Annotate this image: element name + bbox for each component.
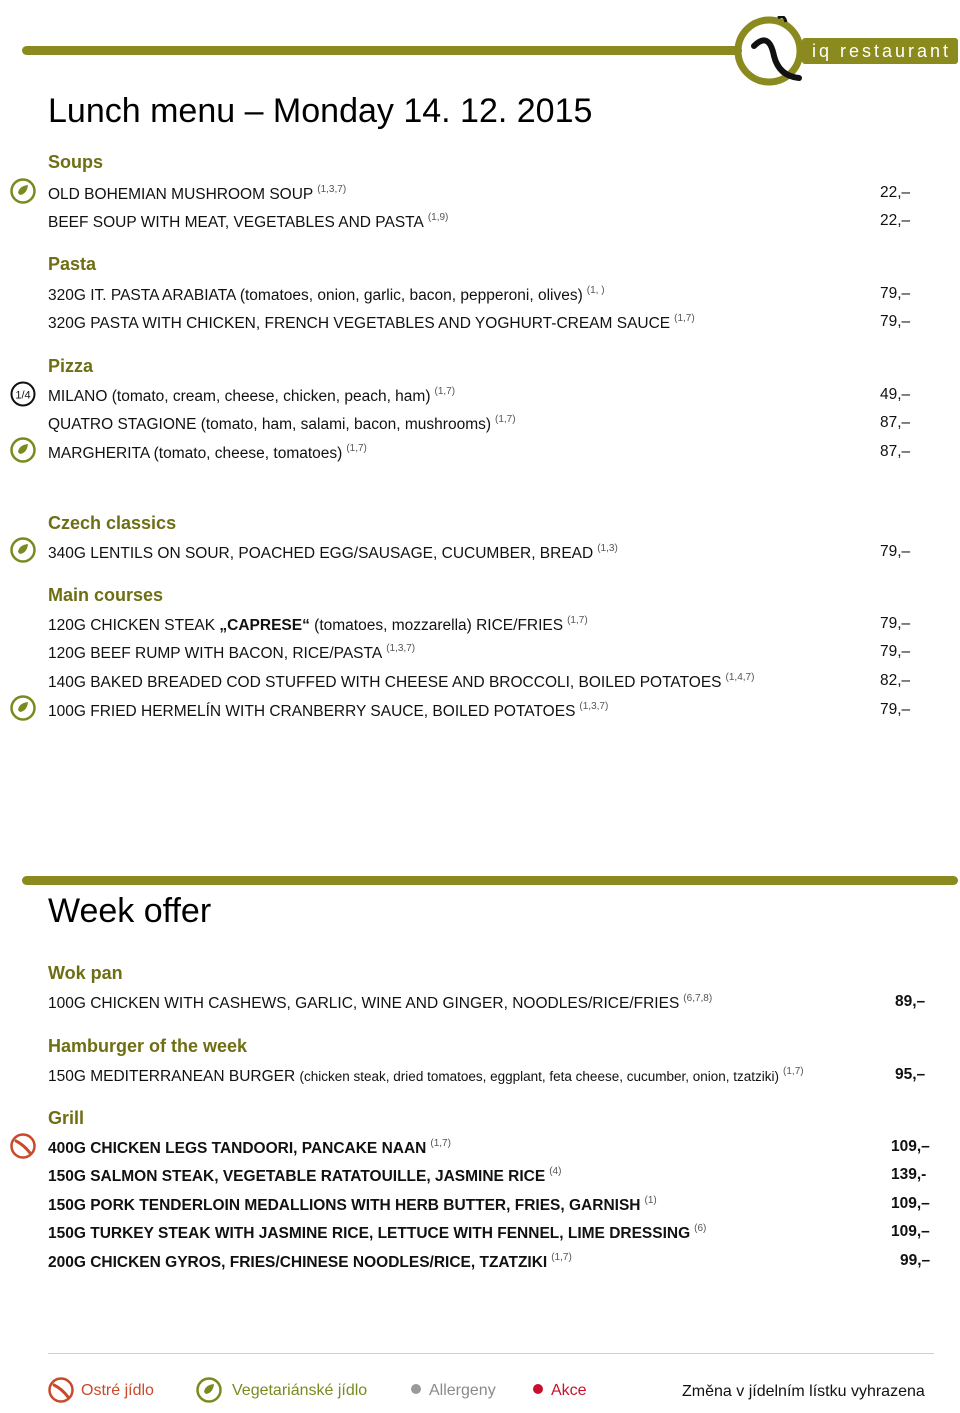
leaf-icon (196, 1377, 222, 1403)
footer-notice: Změna v jídelním lístku vyhrazena (682, 1383, 925, 1400)
item-price: 87,– (880, 414, 911, 431)
item-allergens: (1,4,7) (725, 672, 755, 683)
menu-item (48, 212, 960, 234)
legend-vegetarian: Vegetariánské jídlo (232, 1382, 368, 1399)
leaf-icon (10, 695, 36, 721)
item-price: 87,– (880, 443, 911, 460)
item-price: 79,– (880, 313, 911, 330)
item-name: 340G LENTILS ON SOUR, POACHED EGG/SAUSAGE, CUCUMBER, BREAD (48, 545, 594, 562)
chili-icon (48, 1377, 74, 1403)
menu-item (48, 414, 960, 436)
item-name-suffix: (tomatoes, mozzarella) RICE/FRIES (309, 617, 564, 634)
item-allergens: (1,7) (430, 1138, 451, 1149)
item-allergens: (1,7) (674, 313, 695, 324)
item-name: MILANO (tomato, cream, cheese, chicken, peach, ham) (48, 388, 431, 405)
menu-item (48, 672, 960, 694)
item-detail: (chicken steak, dried tomatoes, eggplant, feta cheese, cucumber, onion, tzatziki) (299, 1069, 780, 1084)
section-title-pizza: Pizza (48, 356, 94, 376)
item-allergens: (1,7) (346, 443, 367, 454)
header-bar (22, 46, 742, 55)
menu-item (48, 386, 960, 408)
week-offer-title: Week offer (48, 892, 212, 930)
item-allergens: (1,9) (427, 212, 449, 223)
item-name: 150G PORK TENDERLOIN MEDALLIONS WITH HERB BUTTER, FRIES, GARNISH (48, 1197, 641, 1214)
menu-item (48, 701, 960, 723)
item-name: MARGHERITA (tomato, cheese, tomatoes) (48, 445, 343, 462)
item-price: 79,– (880, 285, 911, 302)
item-allergens: (6) (694, 1223, 707, 1234)
item-allergens: (1,3,7) (386, 643, 416, 654)
section-title-grill: Grill (48, 1108, 85, 1128)
menu-item (48, 1166, 960, 1188)
item-allergens: (4) (549, 1166, 562, 1177)
page-title: Lunch menu – Monday 14. 12. 2015 (48, 92, 593, 130)
item-price: 22,– (880, 212, 911, 229)
week-offer-bar (22, 876, 958, 885)
section-title-pasta: Pasta (48, 254, 97, 274)
item-price: 79,– (880, 615, 911, 632)
item-name: 400G CHICKEN LEGS TANDOORI, PANCAKE NAAN (48, 1140, 427, 1157)
item-name: 200G CHICKEN GYROS, FRIES/CHINESE NOODLES/RICE, TZATZIKI (48, 1254, 548, 1271)
restaurant-logo (732, 2, 960, 92)
leaf-icon (10, 437, 36, 463)
menu-item (48, 1066, 960, 1088)
menu-item (48, 1252, 960, 1274)
item-price: 79,– (880, 701, 911, 718)
item-name-prefix: 120G CHICKEN STEAK (48, 617, 220, 634)
section-title-main: Main courses (48, 585, 164, 605)
leaf-icon (10, 537, 36, 563)
item-name: 150G SALMON STEAK, VEGETABLE RATATOUILLE, JASMINE RICE (48, 1168, 546, 1185)
item-name: 320G PASTA WITH CHICKEN, FRENCH VEGETABLES AND YOGHURT-CREAM SAUCE (48, 315, 671, 332)
item-price: 49,– (880, 386, 911, 403)
menu-item (48, 443, 960, 465)
item-name: OLD BOHEMIAN MUSHROOM SOUP (48, 186, 314, 203)
item-allergens: (1,3,7) (317, 184, 347, 195)
menu-item (48, 184, 960, 206)
item-price: 22,– (880, 184, 911, 201)
item-allergens: (1,7) (434, 386, 456, 397)
item-price: 109,– (891, 1138, 930, 1155)
item-allergens: (1,7) (551, 1252, 572, 1263)
item-name: QUATRO STAGIONE (tomato, ham, salami, bacon, mushrooms) (48, 416, 492, 433)
section-title-soups: Soups (48, 152, 104, 172)
item-price: 82,– (880, 672, 911, 689)
section-title-czech: Czech classics (48, 513, 177, 533)
section-title-burger: Hamburger of the week (48, 1036, 248, 1056)
item-name-highlight: „CAPRESE“ (219, 617, 310, 634)
item-price: 79,– (880, 643, 911, 660)
menu-item (48, 615, 960, 637)
item-price: 95,– (895, 1066, 926, 1083)
item-allergens: (1,7) (495, 414, 516, 425)
item-allergens: (1) (644, 1195, 657, 1206)
item-price: 109,– (891, 1195, 930, 1212)
chili-icon (10, 1133, 36, 1159)
logo-q-icon (734, 16, 804, 86)
section-title-wok: Wok pan (48, 963, 123, 983)
item-price: 109,– (891, 1223, 930, 1240)
item-allergens: (1, ) (586, 285, 605, 296)
footer-divider (48, 1353, 934, 1354)
legend-allergens: Allergeny (411, 1382, 496, 1412)
item-name: 120G BEEF RUMP WITH BACON, RICE/PASTA (48, 645, 383, 662)
item-allergens: (1,3,7) (579, 701, 609, 712)
item-name: 100G CHICKEN WITH CASHEWS, GARLIC, WINE AND GINGER, NOODLES/RICE/FRIES (48, 995, 680, 1012)
legend-spicy: Ostré jídlo (81, 1382, 154, 1399)
item-name: BEEF SOUP WITH MEAT, VEGETABLES AND PASTA (48, 214, 424, 231)
menu-item (48, 313, 960, 335)
legend-offers: Akce (533, 1382, 587, 1412)
item-name: 150G TURKEY STEAK WITH JASMINE RICE, LETTUCE WITH FENNEL, LIME DRESSING (48, 1225, 691, 1242)
logo-text: iq restaurant (812, 41, 952, 61)
menu-item (48, 643, 960, 665)
item-name: 140G BAKED BREADED COD STUFFED WITH CHEESE AND BROCCOLI, BOILED POTATOES (48, 674, 722, 691)
item-allergens: (1,7) (567, 615, 588, 626)
item-name: 100G FRIED HERMELÍN WITH CRANBERRY SAUCE, BOILED POTATOES (48, 703, 576, 720)
item-price: 139,- (891, 1166, 927, 1183)
item-price: 89,– (895, 993, 926, 1010)
quarter-badge-icon (10, 381, 36, 407)
item-allergens: (6,7,8) (683, 993, 713, 1004)
item-name: 150G MEDITERRANEAN BURGER (48, 1068, 296, 1085)
item-price: 79,– (880, 543, 911, 560)
menu-item (48, 285, 960, 307)
menu-item (48, 1138, 960, 1160)
logo-text-box (802, 38, 958, 64)
item-allergens: (1,3) (597, 543, 618, 554)
item-name: 320G IT. PASTA ARABIATA (tomatoes, onion, garlic, bacon, pepperoni, olives) (48, 287, 583, 304)
item-allergens: (1,7) (783, 1066, 804, 1077)
leaf-icon (10, 178, 36, 204)
menu-item (48, 1195, 960, 1217)
item-price: 99,– (900, 1252, 931, 1269)
dot-icon (533, 1384, 543, 1394)
dot-icon (411, 1384, 421, 1394)
badge-text: 1/4 (15, 389, 31, 402)
menu-item (48, 1223, 960, 1245)
menu-item (48, 993, 960, 1015)
menu-item (48, 543, 960, 565)
